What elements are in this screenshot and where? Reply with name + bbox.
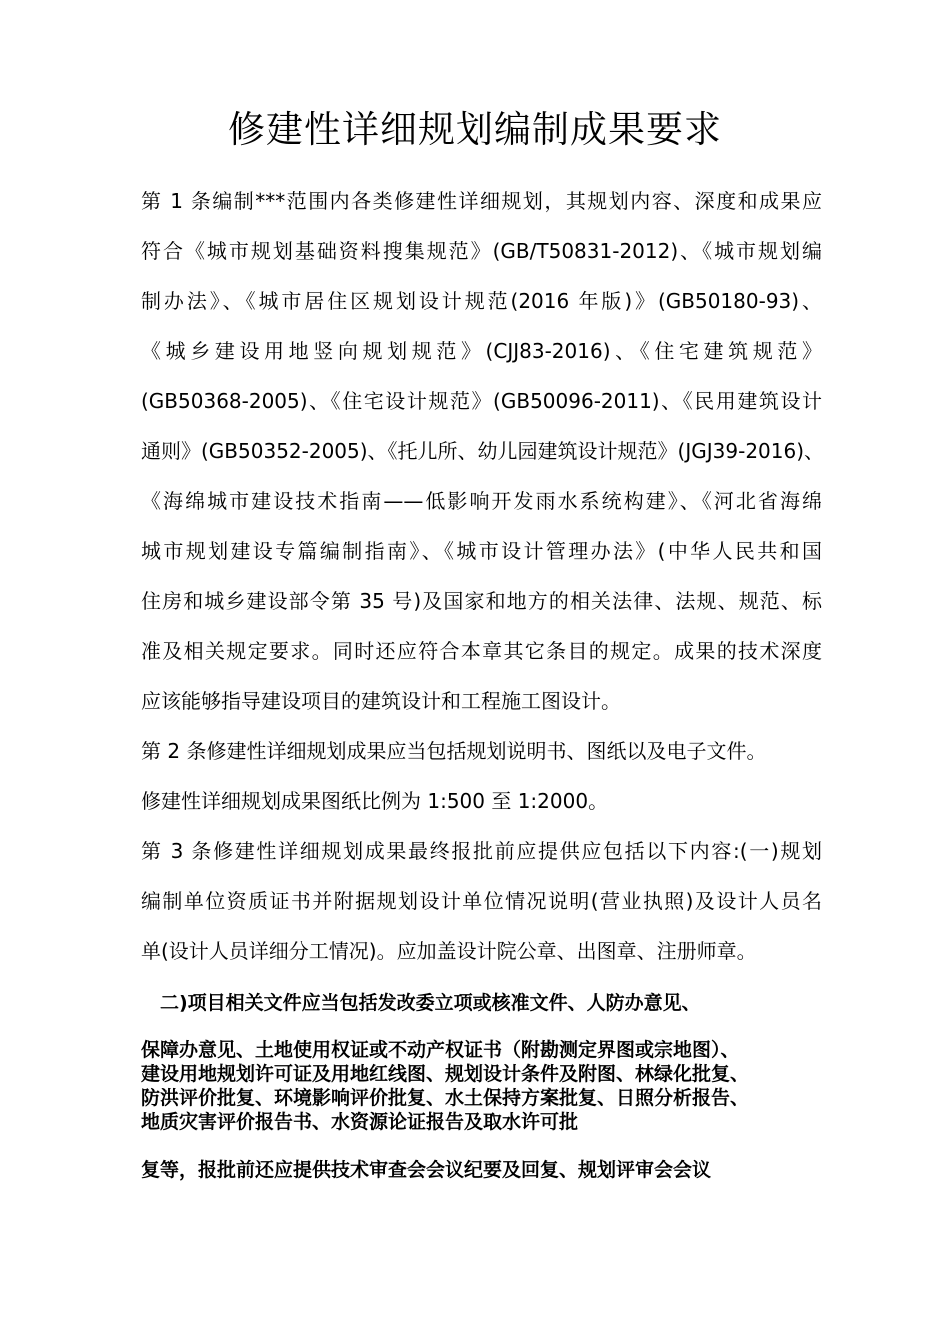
bold-paragraph-line: 二)项目相关文件应当包括发改委立项或核准文件、人防办意见、 xyxy=(160,992,701,1014)
paragraph-line: 制办法》、《城市居住区规划设计规范(2016 年版)》(GB50180-93)、 xyxy=(141,289,822,313)
paragraph-line: (GB50368-2005)、《住宅设计规范》(GB50096-2011)、《民用建筑设计 xyxy=(141,389,822,413)
paragraph-line: 符合《城市规划基础资料搜集规范》(GB/T50831-2012)、《城市规划编 xyxy=(141,239,822,263)
paragraph-line: 第 1 条编制***范围内各类修建性详细规划，其规划内容、深度和成果应 xyxy=(141,189,822,213)
paragraph-line: 修建性详细规划成果图纸比例为 1:500 至 1:2000。 xyxy=(141,789,609,813)
paragraph-line: 《海绵城市建设技术指南——低影响开发雨水系统构建》、《河北省海绵 xyxy=(141,489,822,513)
bold-paragraph-line: 复等，报批前还应提供技术审查会会议纪要及回复、规划评审会会议 xyxy=(141,1159,712,1181)
bold-paragraph-line: 地质灾害评价报告书、水资源论证报告及取水许可批 xyxy=(141,1111,579,1133)
paragraph-line: 第 2 条修建性详细规划成果应当包括规划说明书、图纸以及电子文件。 xyxy=(141,739,767,763)
paragraph-line: 第 3 条修建性详细规划成果最终报批前应提供应包括以下内容:(一)规划 xyxy=(141,839,822,863)
bold-paragraph-line: 建设用地规划许可证及用地红线图、规划设计条件及附图、林绿化批复、 xyxy=(141,1063,750,1085)
paragraph-line: 《城乡建设用地竖向规划规范》(CJJ83-2016)、《住宅建筑规范》 xyxy=(141,339,822,363)
paragraph-line: 编制单位资质证书并附据规划设计单位情况说明(营业执照)及设计人员名 xyxy=(141,889,822,913)
paragraph-line: 住房和城乡建设部令第 35 号)及国家和地方的相关法律、法规、规范、标 xyxy=(141,589,822,613)
bold-paragraph-line: 防洪评价批复、环境影响评价批复、水土保持方案批复、日照分析报告、 xyxy=(141,1087,750,1109)
document-title: 修建性详细规划编制成果要求 xyxy=(228,108,722,151)
paragraph-line: 通则》(GB50352-2005)、《托儿所、幼儿园建筑设计规范》(JGJ39-2016)、 xyxy=(141,439,825,463)
paragraph-line: 城市规划建设专篇编制指南》、《城市设计管理办法》(中华人民共和国 xyxy=(141,539,822,563)
paragraph-line: 单(设计人员详细分工情况)。应加盖设计院公章、出图章、注册师章。 xyxy=(141,939,757,963)
bold-paragraph-line: 保障办意见、土地使用权证或不动产权证书（附勘测定界图或宗地图）、 xyxy=(141,1039,740,1061)
paragraph-line: 应该能够指导建设项目的建筑设计和工程施工图设计。 xyxy=(141,689,621,713)
paragraph-line: 准及相关规定要求。同时还应符合本章其它条目的规定。成果的技术深度 xyxy=(141,639,822,663)
